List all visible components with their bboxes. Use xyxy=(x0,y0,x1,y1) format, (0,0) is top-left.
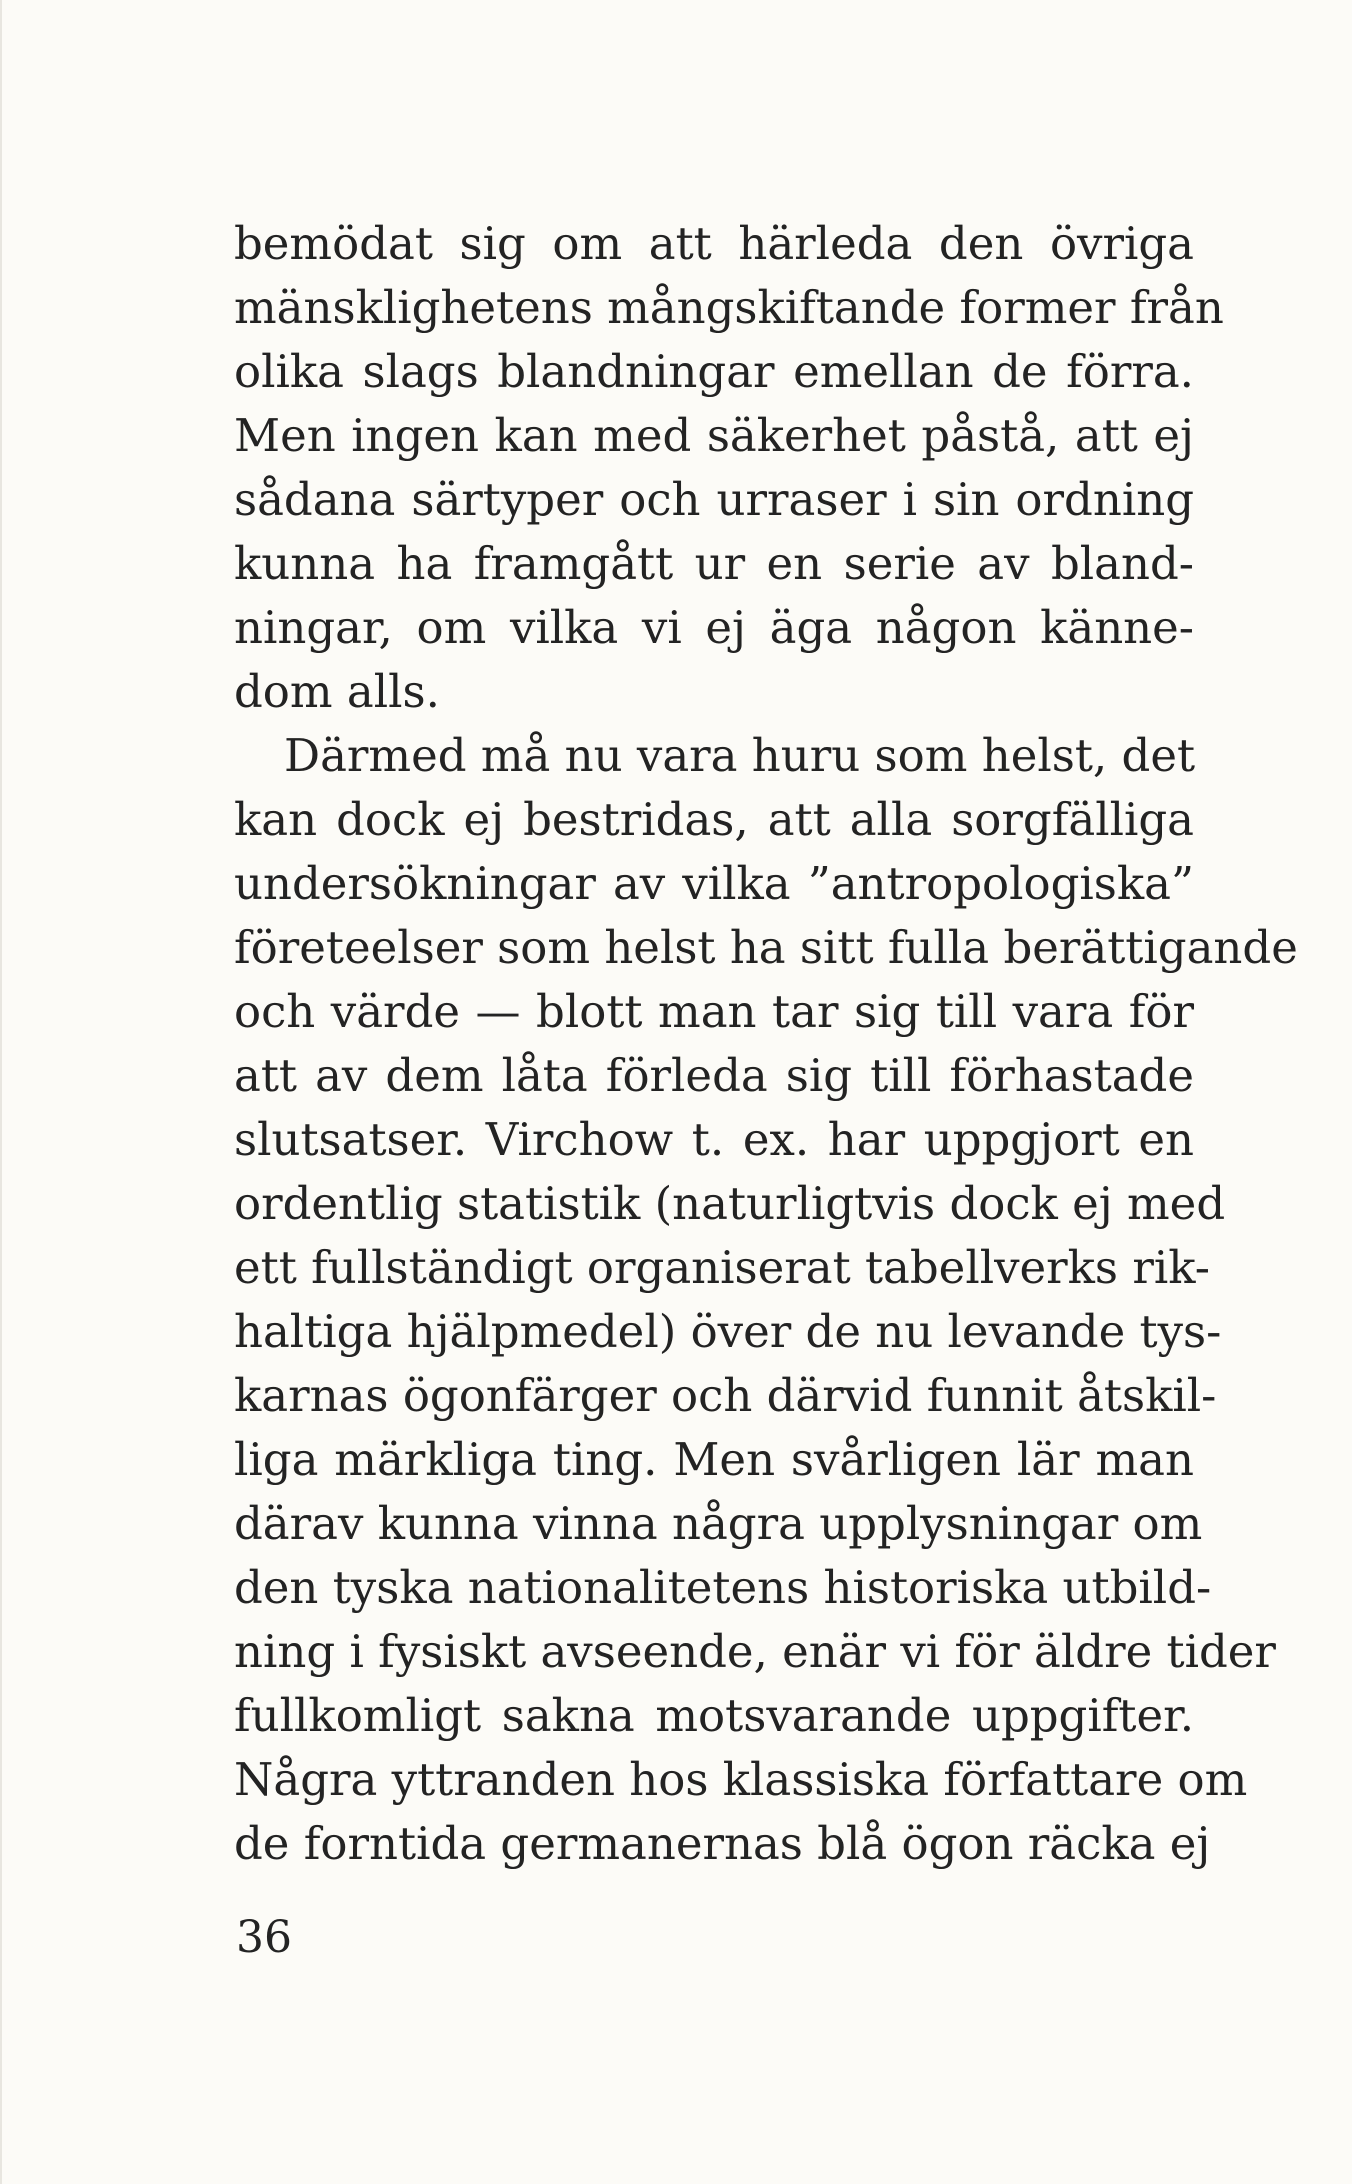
text-line: därav kunna vinna några upplysningar om xyxy=(234,1497,1203,1550)
text-line: den tyska nationalitetens historiska utbild- xyxy=(234,1561,1212,1614)
text-line: de forntida germanernas blå ögon räcka ej xyxy=(234,1817,1211,1870)
text-line: ett fullständigt organiserat tabellverks rik- xyxy=(234,1241,1210,1294)
text-line: slutsatser. Virchow t. ex. har uppgjort en xyxy=(234,1113,1194,1166)
text-line: fullkomligt sakna motsvarande uppgifter. xyxy=(234,1689,1194,1742)
text-line: kan dock ej bestridas, att alla sorgfälliga xyxy=(234,793,1194,846)
body-text xyxy=(234,212,1298,1876)
text-line: kunna ha framgått ur en serie av bland- xyxy=(234,537,1194,590)
text-line: företeelser som helst ha sitt fulla berättigande xyxy=(234,921,1298,974)
text-line: ningar, om vilka vi ej äga någon känne- xyxy=(234,601,1194,654)
text-line: undersökningar av vilka ”antropologiska” xyxy=(234,857,1194,910)
text-line: haltiga hjälpmedel) över de nu levande tys- xyxy=(234,1305,1222,1358)
text-line: mänsklighetens mångskiftande former från xyxy=(234,281,1224,334)
text-line: liga märkliga ting. Men svårligen lär man xyxy=(234,1433,1194,1486)
page-number: 36 xyxy=(236,1912,292,1963)
text-line: bemödat sig om att härleda den övriga xyxy=(234,217,1194,270)
text-line: sådana särtyper och urraser i sin ordning xyxy=(234,473,1194,526)
text-line: att av dem låta förleda sig till förhastade xyxy=(234,1049,1194,1102)
text-line: karnas ögonfärger och därvid funnit åtskil- xyxy=(234,1369,1217,1422)
text-line: dom alls. xyxy=(234,665,440,718)
text-line: olika slags blandningar emellan de förra. xyxy=(234,345,1194,398)
text-line: Några yttranden hos klassiska författare om xyxy=(234,1753,1248,1806)
text-line: ordentlig statistik (naturligtvis dock ej med xyxy=(234,1177,1226,1230)
text-line: ning i fysiskt avseende, enär vi för äldre tider xyxy=(234,1625,1276,1678)
text-line: och värde — blott man tar sig till vara för xyxy=(234,985,1194,1038)
text-line: Därmed må nu vara huru som helst, det xyxy=(284,729,1196,782)
text-line: Men ingen kan med säkerhet påstå, att ej xyxy=(234,409,1194,462)
